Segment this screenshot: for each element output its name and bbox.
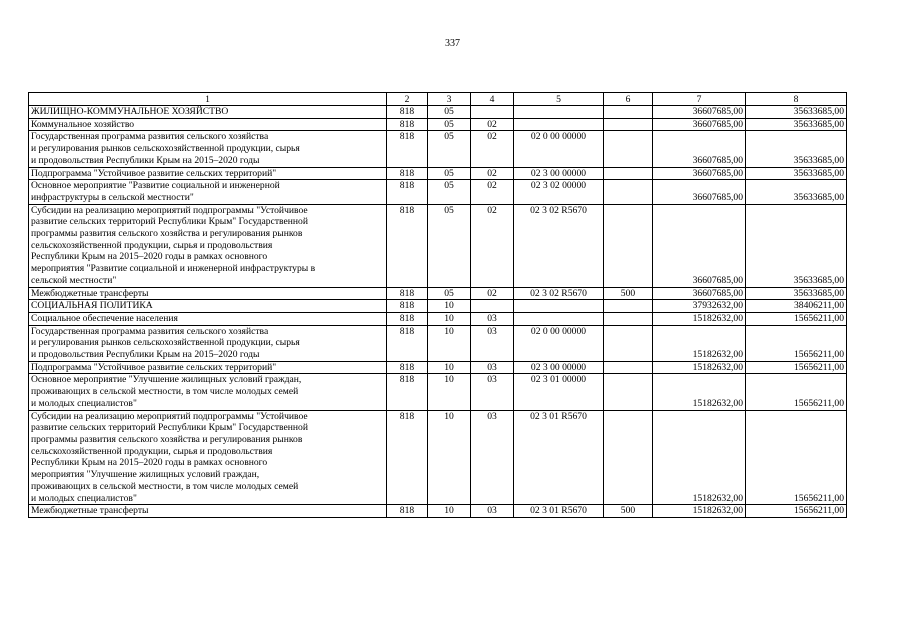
row-name-line: Республики Крым на 2015–2020 годы в рамках основного — [31, 457, 268, 469]
row-name-line: и продовольствия Республики Крым на 2015–2020 годы — [31, 349, 260, 361]
row-name-line: Государственная программа развития сельского хозяйства — [31, 325, 269, 337]
code-cell-c3: 10 — [428, 374, 471, 410]
code-cell-c6: 500 — [604, 505, 653, 518]
code-cell-c2: 818 — [387, 204, 428, 287]
code-cell-c5: 02 3 02 R5670 — [514, 204, 604, 287]
column-header: 5 — [514, 93, 604, 106]
amount-cell-c8: 35633685,00 — [746, 204, 847, 287]
code-cell-c5: 02 3 01 00000 — [514, 374, 604, 410]
row-name-cell — [29, 118, 387, 131]
row-name-line: развитие сельских территорий Республики Крым" Государственной — [31, 422, 308, 434]
table-row — [29, 410, 847, 505]
amount-cell-c8: 15656211,00 — [746, 410, 847, 505]
amount-cell-c8: 35633685,00 — [746, 167, 847, 180]
amount-cell-c7: 36607685,00 — [653, 287, 746, 300]
row-name-line: развитие сельских территорий Республики Крым" Государственной — [31, 216, 308, 228]
code-cell-c5: 02 3 00 00000 — [514, 361, 604, 374]
column-header: 3 — [428, 93, 471, 106]
code-cell-c5: 02 3 02 00000 — [514, 180, 604, 204]
code-cell-c4: 03 — [471, 505, 514, 518]
row-name-line: мероприятия "Развитие социальной и инженерной инфраструктуры в — [31, 263, 316, 275]
amount-cell-c8: 15656211,00 — [746, 374, 847, 410]
row-name-line: проживающих в сельской местности, в том числе молодых семей — [31, 386, 299, 398]
code-cell-c5: 02 3 00 00000 — [514, 167, 604, 180]
row-name-line: проживающих в сельской местности, в том числе молодых семей — [31, 480, 299, 492]
row-name-cell — [29, 312, 387, 325]
amount-cell-c8: 35633685,00 — [746, 131, 847, 167]
code-cell-c3: 05 — [428, 106, 471, 119]
code-cell-c3: 10 — [428, 410, 471, 505]
code-cell-c6 — [604, 300, 653, 313]
code-cell-c5: 02 0 00 00000 — [514, 131, 604, 167]
row-name-line: ЖИЛИЩНО-КОММУНАЛЬНОЕ ХОЗЯЙСТВО — [31, 106, 229, 117]
column-header: 1 — [29, 93, 387, 106]
row-name-line: и продовольствия Республики Крым на 2015–2020 годы — [31, 154, 260, 166]
code-cell-c6 — [604, 131, 653, 167]
code-cell-c3: 10 — [428, 325, 471, 361]
code-cell-c2: 818 — [387, 505, 428, 518]
code-cell-c4: 03 — [471, 374, 514, 410]
amount-cell-c8: 15656211,00 — [746, 361, 847, 374]
code-cell-c2: 818 — [387, 167, 428, 180]
code-cell-c4: 02 — [471, 131, 514, 167]
code-cell-c5: 02 3 02 R5670 — [514, 287, 604, 300]
table-row — [29, 131, 847, 167]
row-name-line: СОЦИАЛЬНАЯ ПОЛИТИКА — [31, 300, 153, 312]
row-name-cell — [29, 106, 387, 119]
code-cell-c2: 818 — [387, 180, 428, 204]
row-name-line: сельскохозяйственной продукции, сырья и продовольствия — [31, 239, 273, 251]
code-cell-c5: 02 0 00 00000 — [514, 325, 604, 361]
code-cell-c4: 03 — [471, 361, 514, 374]
row-name-line: и регулирования рынков сельскохозяйственной продукции, сырья — [31, 337, 300, 349]
row-name-line: Основное мероприятие "Развитие социальной и инженерной — [31, 180, 280, 192]
amount-cell-c7: 15182632,00 — [653, 374, 746, 410]
code-cell-c4 — [471, 300, 514, 313]
code-cell-c6 — [604, 312, 653, 325]
code-cell-c2: 818 — [387, 410, 428, 505]
table-row — [29, 118, 847, 131]
code-cell-c2: 818 — [387, 131, 428, 167]
amount-cell-c7: 36607685,00 — [653, 118, 746, 131]
table-row — [29, 361, 847, 374]
code-cell-c4: 02 — [471, 287, 514, 300]
row-name-line: и регулирования рынков сельскохозяйственной продукции, сырья — [31, 143, 300, 155]
row-name-cell — [29, 361, 387, 374]
table-row — [29, 204, 847, 287]
code-cell-c4: 03 — [471, 325, 514, 361]
code-cell-c6 — [604, 204, 653, 287]
amount-cell-c7: 36607685,00 — [653, 131, 746, 167]
code-cell-c3: 10 — [428, 505, 471, 518]
amount-cell-c7: 36607685,00 — [653, 106, 746, 119]
column-header: 8 — [746, 93, 847, 106]
row-name-cell — [29, 410, 387, 505]
row-name-line: и молодых специалистов" — [31, 397, 137, 409]
row-name-cell — [29, 300, 387, 313]
row-name-line: Социальное обеспечение населения — [31, 312, 178, 324]
table-row — [29, 312, 847, 325]
code-cell-c2: 818 — [387, 325, 428, 361]
amount-cell-c7: 15182632,00 — [653, 361, 746, 374]
row-name-line: Подпрограмма "Устойчивое развитие сельских территорий" — [31, 167, 277, 179]
row-name-line: Межбюджетные трансферты — [31, 287, 149, 299]
code-cell-c4: 02 — [471, 204, 514, 287]
table-header-row — [29, 93, 847, 106]
amount-cell-c8: 35633685,00 — [746, 106, 847, 119]
amount-cell-c8: 35633685,00 — [746, 180, 847, 204]
row-name-cell — [29, 287, 387, 300]
code-cell-c2: 818 — [387, 118, 428, 131]
row-name-line: инфраструктуры в сельской местности" — [31, 191, 194, 203]
code-cell-c5 — [514, 118, 604, 131]
row-name-cell — [29, 325, 387, 361]
table-row — [29, 325, 847, 361]
code-cell-c3: 05 — [428, 287, 471, 300]
code-cell-c6 — [604, 180, 653, 204]
code-cell-c3: 05 — [428, 204, 471, 287]
code-cell-c3: 10 — [428, 312, 471, 325]
code-cell-c6 — [604, 325, 653, 361]
table-row — [29, 505, 847, 518]
amount-cell-c7: 15182632,00 — [653, 325, 746, 361]
column-header: 7 — [653, 93, 746, 106]
page-number: 337 — [445, 38, 460, 49]
amount-cell-c7: 36607685,00 — [653, 204, 746, 287]
amount-cell-c7: 15182632,00 — [653, 410, 746, 505]
row-name-line: мероприятия "Улучшение жилищных условий граждан, — [31, 469, 260, 481]
code-cell-c4: 02 — [471, 180, 514, 204]
row-name-line: программы развития сельского хозяйства и регулирования рынков — [31, 228, 303, 240]
row-name-line: Субсидии на реализацию мероприятий подпрограммы "Устойчивое — [31, 410, 308, 422]
row-name-line: Межбюджетные трансферты — [31, 505, 149, 517]
row-name-cell — [29, 374, 387, 410]
column-header: 4 — [471, 93, 514, 106]
code-cell-c2: 818 — [387, 374, 428, 410]
row-name-line: Государственная программа развития сельского хозяйства — [31, 131, 269, 143]
code-cell-c5 — [514, 300, 604, 313]
code-cell-c3: 05 — [428, 180, 471, 204]
column-header: 6 — [604, 93, 653, 106]
amount-cell-c8: 35633685,00 — [746, 287, 847, 300]
amount-cell-c7: 36607685,00 — [653, 180, 746, 204]
code-cell-c3: 05 — [428, 131, 471, 167]
table-row — [29, 180, 847, 204]
code-cell-c6 — [604, 374, 653, 410]
code-cell-c5 — [514, 312, 604, 325]
row-name-line: сельскохозяйственной продукции, сырья и продовольствия — [31, 445, 273, 457]
code-cell-c4 — [471, 106, 514, 119]
row-name-line: сельской местности" — [31, 274, 117, 286]
code-cell-c6: 500 — [604, 287, 653, 300]
row-name-cell — [29, 505, 387, 518]
code-cell-c2: 818 — [387, 300, 428, 313]
row-name-cell — [29, 180, 387, 204]
amount-cell-c8: 15656211,00 — [746, 505, 847, 518]
code-cell-c6 — [604, 106, 653, 119]
code-cell-c4: 02 — [471, 167, 514, 180]
amount-cell-c8: 35633685,00 — [746, 118, 847, 131]
code-cell-c3: 05 — [428, 167, 471, 180]
amount-cell-c8: 38406211,00 — [746, 300, 847, 313]
table-row — [29, 287, 847, 300]
row-name-line: и молодых специалистов" — [31, 492, 137, 504]
amount-cell-c8: 15656211,00 — [746, 325, 847, 361]
amount-cell-c8: 15656211,00 — [746, 312, 847, 325]
code-cell-c3: 10 — [428, 361, 471, 374]
code-cell-c4: 03 — [471, 410, 514, 505]
code-cell-c2: 818 — [387, 287, 428, 300]
code-cell-c3: 10 — [428, 300, 471, 313]
code-cell-c2: 818 — [387, 361, 428, 374]
row-name-line: программы развития сельского хозяйства и регулирования рынков — [31, 433, 303, 445]
amount-cell-c7: 36607685,00 — [653, 167, 746, 180]
code-cell-c2: 818 — [387, 312, 428, 325]
row-name-line: Субсидии на реализацию мероприятий подпрограммы "Устойчивое — [31, 204, 308, 216]
code-cell-c6 — [604, 410, 653, 505]
code-cell-c4: 03 — [471, 312, 514, 325]
row-name-cell — [29, 167, 387, 180]
code-cell-c5: 02 3 01 R5670 — [514, 505, 604, 518]
column-header: 2 — [387, 93, 428, 106]
row-name-cell — [29, 204, 387, 287]
code-cell-c6 — [604, 361, 653, 374]
row-name-cell — [29, 131, 387, 167]
table-row — [29, 374, 847, 410]
code-cell-c5: 02 3 01 R5670 — [514, 410, 604, 505]
table-row — [29, 300, 847, 313]
row-name-line: Коммунальное хозяйство — [31, 118, 135, 130]
amount-cell-c7: 15182632,00 — [653, 312, 746, 325]
code-cell-c5 — [514, 106, 604, 119]
table-row — [29, 167, 847, 180]
amount-cell-c7: 37932632,00 — [653, 300, 746, 313]
budget-table — [28, 92, 847, 518]
code-cell-c4: 02 — [471, 118, 514, 131]
row-name-line: Основное мероприятие "Улучшение жилищных условий граждан, — [31, 374, 302, 386]
table-row — [29, 106, 847, 119]
code-cell-c6 — [604, 167, 653, 180]
amount-cell-c7: 15182632,00 — [653, 505, 746, 518]
row-name-line: Республики Крым на 2015–2020 годы в рамках основного — [31, 251, 268, 263]
code-cell-c3: 05 — [428, 118, 471, 131]
row-name-line: Подпрограмма "Устойчивое развитие сельских территорий" — [31, 361, 277, 373]
code-cell-c2: 818 — [387, 106, 428, 119]
code-cell-c6 — [604, 118, 653, 131]
